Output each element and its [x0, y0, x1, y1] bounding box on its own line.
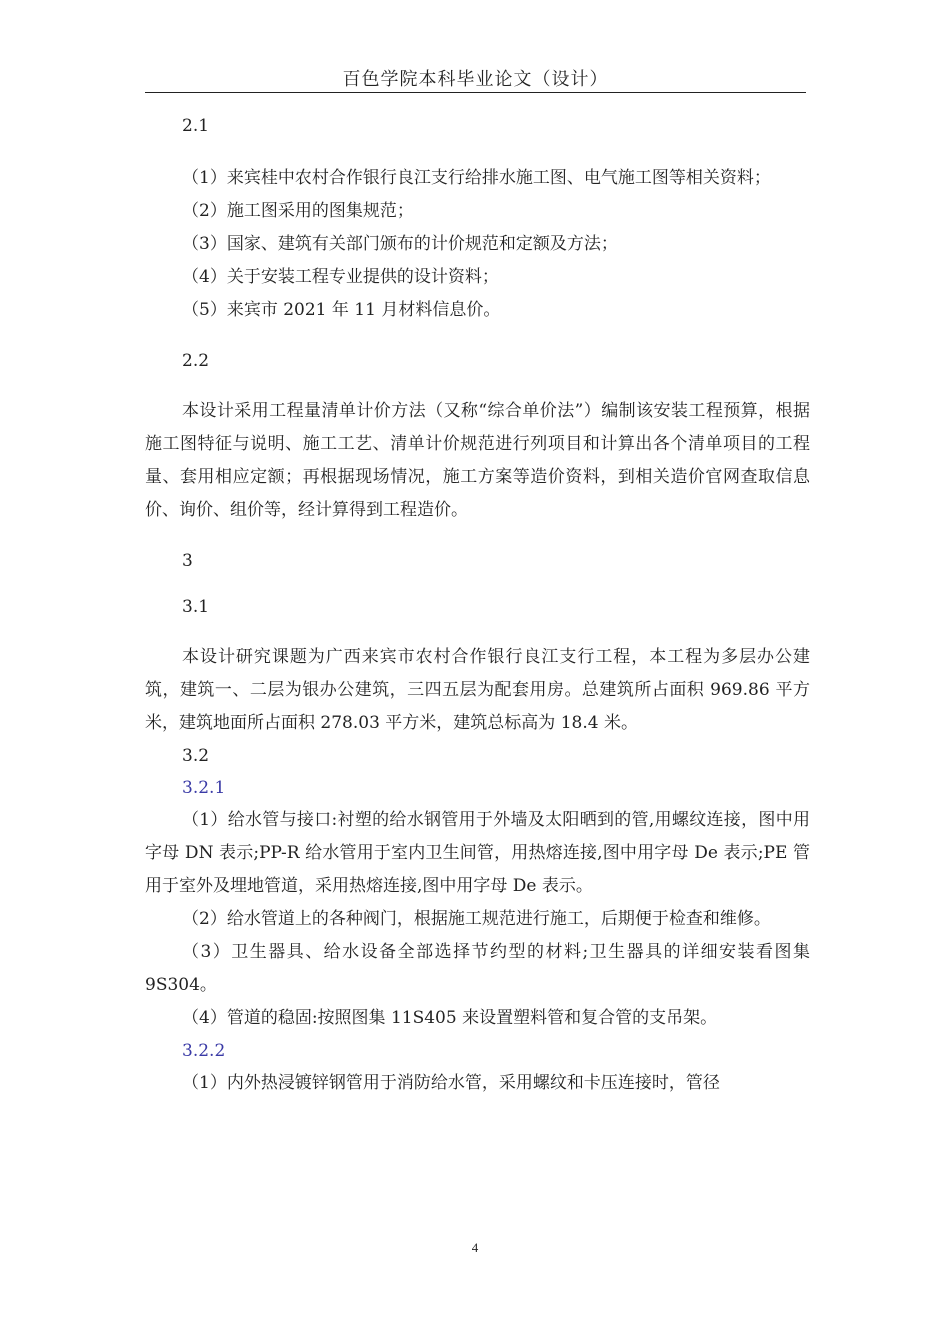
heading-3-2: 3.2	[182, 746, 210, 766]
paragraph-3-1: 本设计研究课题为广西来宾市农村合作银行良江支行工程，本工程为多层办公建筑，建筑一、二层为银办公建筑，三四五层为配套用房。总建筑所占面积 969.86 平方米，建筑地面所占面积 278.03 平方米，建筑总标高为 18.4 米。	[145, 647, 810, 733]
heading-3: 3	[182, 551, 193, 571]
heading-2-1: 2.1	[182, 116, 210, 136]
heading-2-2: 2.2	[182, 351, 210, 371]
list-item: （4）管道的稳固:按照图集 11S405 来设置塑料管和复合管的支吊架。	[182, 1008, 718, 1028]
list-item: （2）施工图采用的图集规范；	[182, 201, 414, 221]
heading-3-1: 3.1	[182, 597, 210, 617]
paragraph-2-2: 本设计采用工程量清单计价方法（又称“综合单价法”）编制该安装工程预算，根据施工图特征与说明、施工工艺、清单计价规范进行列项目和计算出各个清单项目的工程量、套用相应定额；再根据现场情况，施工方案等造价资料，到相关造价官网查取信息价、询价、组价等，经计算得到工程造价。	[145, 401, 810, 520]
list-item: （3）国家、建筑有关部门颁布的计价规范和定额及方法；	[182, 234, 618, 254]
list-item: （1）内外热浸镀锌钢管用于消防给水管，采用螺纹和卡压连接时，管径	[182, 1073, 720, 1093]
header-rule	[145, 92, 806, 93]
list-item: （5）来宾市 2021 年 11 月材料信息价。	[182, 300, 501, 320]
page-header-title: 百色学院本科毕业论文（设计）	[342, 69, 609, 90]
list-item: （2）给水管道上的各种阀门，根据施工规范进行施工，后期便于检查和维修。	[182, 909, 771, 929]
document-body	[145, 110, 810, 1100]
heading-3-2-2: 3.2.2	[182, 1041, 226, 1061]
heading-3-2-1: 3.2.1	[182, 778, 226, 798]
page-number: 4	[471, 1240, 479, 1255]
list-item: （3）卫生器具、给水设备全部选择节约型的材料;卫生器具的详细安装看图集 9S304。	[145, 942, 810, 995]
list-item: （1）给水管与接口:衬塑的给水钢管用于外墙及太阳晒到的管,用螺纹连接，图中用字母 DN 表示;PP-R 给水管用于室内卫生间管，用热熔连接,图中用字母 De 表示;PE 管用于室外及埋地管道，采用热熔连接,图中用字母 De 表示。	[145, 810, 810, 896]
list-item: （4）关于安装工程专业提供的设计资料；	[182, 267, 499, 287]
list-item: （1）来宾桂中农村合作银行良江支行给排水施工图、电气施工图等相关资料；	[182, 168, 771, 188]
